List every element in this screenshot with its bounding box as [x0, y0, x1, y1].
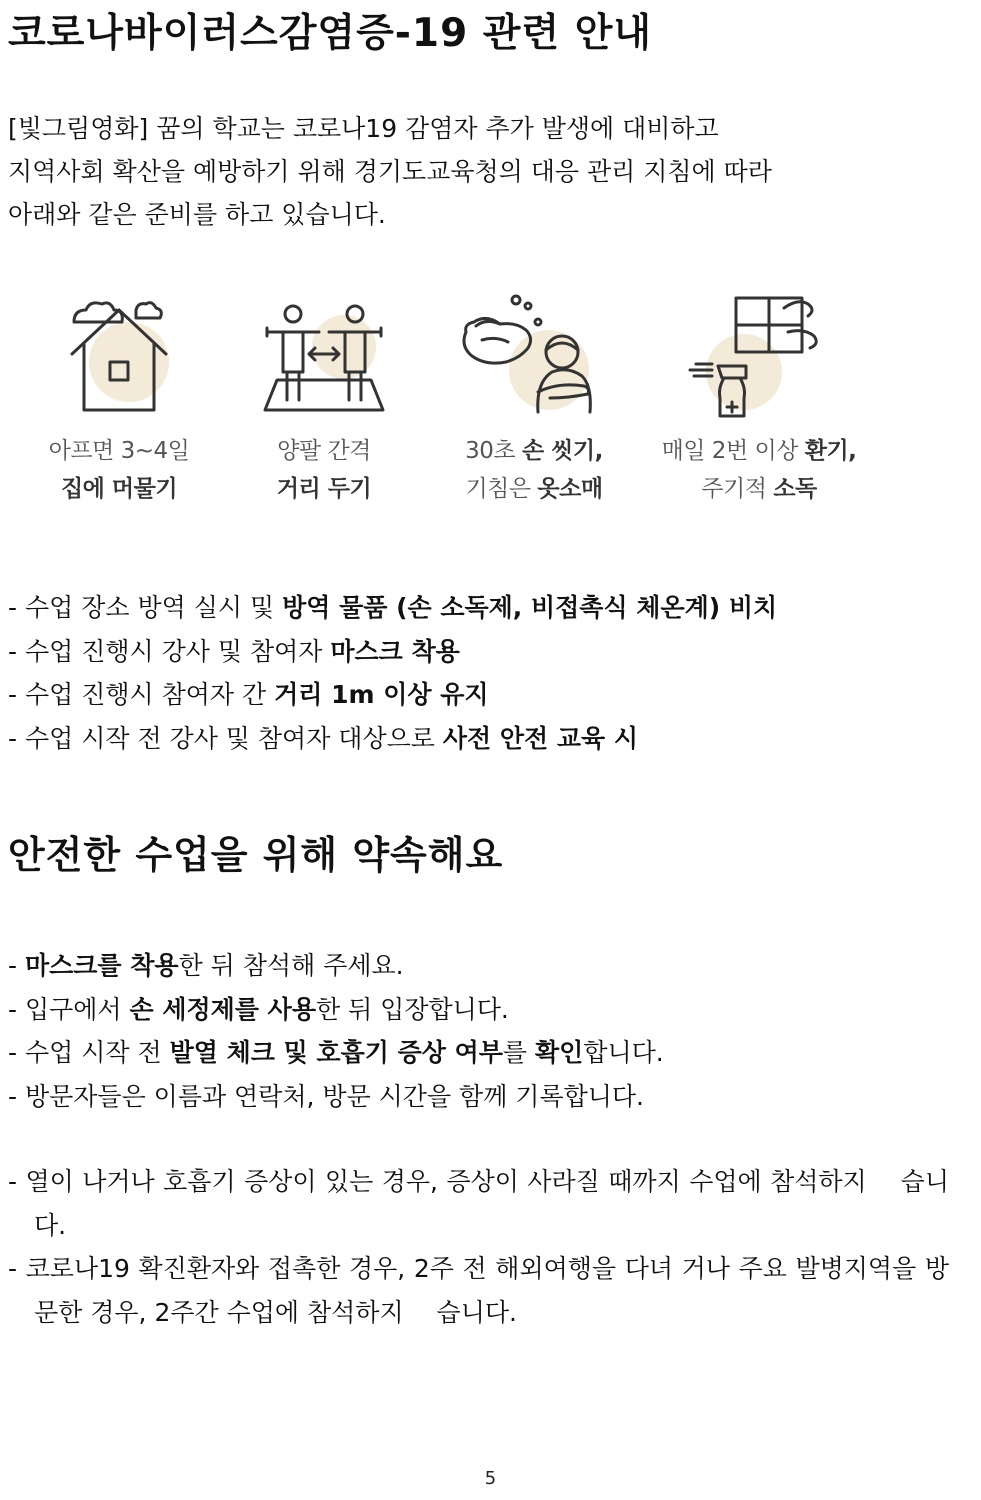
icon-caption-line2-bold: 옷소매: [537, 476, 603, 502]
list-item: - 방문자들은 이름과 연락처, 방문 시간을 함께 기록합니다.: [8, 1081, 644, 1111]
intro-line: 아래와 같은 준비를 하고 있습니다.: [8, 200, 386, 229]
icon-caption-line2-bold: 소독: [773, 476, 817, 502]
list-item: - 입구에서 손 세정제를 사용한 뒤 입장합니다.: [8, 994, 509, 1024]
handwash-icon: [454, 292, 614, 422]
list-item: - 수업 시작 전 강사 및 참여자 대상으로 사전 안전 교육 시: [8, 723, 639, 753]
icon-caption-line1: 30초: [465, 438, 522, 464]
list-item: - 마스크를 착용한 뒤 참석해 주세요.: [8, 951, 404, 980]
distance-icon: [259, 292, 389, 422]
intro-paragraph: [8, 107, 948, 236]
list-item: - 수업 진행시 참여자 간 거리 1m 이상 유지: [8, 680, 489, 709]
rules-list: [8, 944, 968, 1118]
intro-line: [빛그림영화] 꿈의 학교는 코로나19 감염자 추가 발생에 대비하고: [8, 114, 719, 143]
icon-caption-line1: 양팔 간격: [277, 438, 371, 464]
page-title: 코로나바이러스감염증-19 관련 안내: [8, 11, 653, 56]
house-icon: [54, 292, 184, 422]
icon-card-handwash: [449, 292, 619, 532]
notes-list: [8, 1160, 949, 1334]
icon-caption-line2-bold: 거리 두기: [276, 476, 372, 502]
note-item: - 코로나19 확진환자와 접촉한 경우, 2주 전 해외여행을 다녀 거나 주요 발병지역을 방문한 경우, 2주간 수업에 참석하지 습니다.: [8, 1254, 949, 1327]
icon-caption-line2: 주기적: [701, 476, 774, 502]
icon-caption-line1-bold: 환기,: [804, 438, 857, 464]
list-item: - 수업 시작 전 발열 체크 및 호흡기 증상 여부를 확인합니다.: [8, 1038, 664, 1067]
icon-card-distance: [239, 292, 409, 532]
icon-caption-line1: 아프면 3~4일: [48, 438, 190, 464]
icon-caption-line2: 기침은: [465, 476, 538, 502]
icon-caption-line2-bold: 집에 머물기: [60, 476, 178, 502]
prevention-icons: [34, 292, 864, 532]
list-item: - 수업 장소 방역 실시 및 방역 물품 (손 소독제, 비접촉식 체온계) 비치: [8, 593, 778, 622]
icon-card-ventilation: [661, 292, 857, 532]
icon-caption-line1-bold: 손 씻기,: [521, 438, 603, 464]
preparation-list: [8, 586, 968, 760]
icon-caption-line1: 매일 2번 이상: [661, 438, 805, 464]
page-number: 5: [484, 1468, 497, 1489]
intro-line: 지역사회 확산을 예방하기 위해 경기도교육청의 대응 관리 지침에 따라: [8, 157, 772, 186]
list-item: - 수업 진행시 강사 및 참여자 마스크 착용: [8, 636, 460, 666]
section-title: 안전한 수업을 위해 약속해요: [8, 833, 504, 877]
note-item: - 열이 나거나 호흡기 증상이 있는 경우, 증상이 사라질 때까지 수업에 참석하지 습니다.: [8, 1167, 949, 1240]
icon-card-stay-home: [34, 292, 204, 532]
ventilation-icon: [684, 292, 834, 422]
